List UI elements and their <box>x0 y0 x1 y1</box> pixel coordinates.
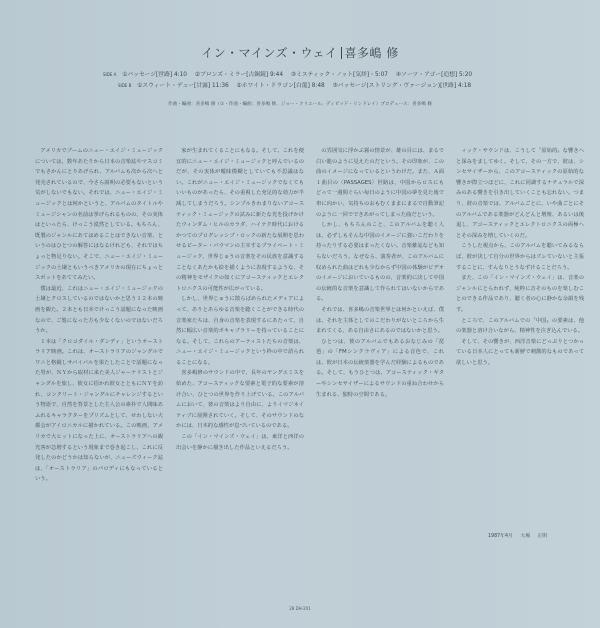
paragraph: そして、その響きが、西洋音楽にどっぷりとつかっている日本人にとっても新鮮で刺激的なものであって欲しいと思う。 <box>456 338 584 366</box>
paragraph: 僕は最近、これはニュー・エイジ・ミュージックの土壌とクロスしているのではないかと思う１２本の映画を観た。２本とも日本でけっこう話題になった映画なので、ご覧になった方も少なくないのではないだろうか。 <box>35 285 163 335</box>
catalog-number: 28 DH-201 <box>289 606 311 611</box>
credits-line: 作曲・編曲：喜多嶋 修（①・作曲・編曲：喜多嶋 修、ジョー・クリエール、ディビッド・リンドレイ）プロデュース：喜多嶋 修 <box>168 102 432 107</box>
paragraph: アメリカでブームのニュー・エイジ・ミュージックについては、数年あたりから日本の音楽誌やマスコミでもさかんにとりあげられ、アルバムも次から次へと発売されているので、今さら説明の必要もないという気がしないでもない。それでは、ニュー・エイジ・ミュージックとは何かというと、アルバムのタイトルやミュージシャンの名前は挙げられるものの、その実体はといったら、けっこう漠然としている。もちろん、既製のジャンルにあてはめることはできない音楽、というのはひとつの解答にはなるけれども、それではちょっと物足りない。そこで、ニュー・エイジ・ミュージックの土壌ともいうべきアメリカの現在にちょっとスポットをあててみたい。 <box>35 148 163 282</box>
paragraph: また、この「イン・マインズ・ウェイ」は、音楽のジャンルにとらわれず、純粋に音そのものを楽しむことのできる作品であり、聴く者の心に静かな余韻を残す。 <box>456 275 584 313</box>
date: 1987年4月 <box>488 534 513 539</box>
paragraph: しかし、世界じゅうに散らばめられたメディアによって、ありとあらゆる音楽を聴くことができる時代の音楽家たちは、自身の音楽を表現するにあたって、自然に幅広い音楽的ボキャブラリーを持っていることになる。そして、これらのアーティストたちの音楽は、ニュー・エイジ・ミュージックという枠の中で語られることになる。 <box>176 296 304 366</box>
paragraph: しかし、もちろんのこと、このアルバムを聴く人は、必ずしもそんな中国のイメージに強いこだわりを持ったりする必要はまったくない。音楽雑誌なども知らないだろう。なぜなら、演奏者が、このアルバムに収められた曲はどれも少なからず中国の体験がビデオのイメージにおいているものの、音楽的に決して中国の伝統的な音楽を意識して作られてはいないからである。 <box>316 222 444 303</box>
track-b1: ①スウィート・デュー[甘露] 11:36 <box>137 83 229 89</box>
author: 大場 正明 <box>520 534 548 539</box>
side-a-tracklist <box>103 69 478 78</box>
paragraph: の雰囲気に浮かぶ霧の情景が、雄の目には、まるで白い龍のように見えたのだという。その印象が、この曲のイメージになっているというわけだ。また、Ａ面１曲目の〈PASSAGES〉世路は、中国からロスにもどって一週間ぐらい毎日のように中国の夢を見た後で車に向かい、気持ちのおもむくままにまるで自動筆記のように一回でできあがってしまった曲だという。 <box>316 148 444 218</box>
liner-notes-column-3 <box>316 146 444 586</box>
album-title: イン・マインズ・ウェイ <box>201 46 338 60</box>
side-b-tracklist <box>118 80 477 89</box>
title-divider <box>341 47 342 59</box>
paragraph: ィック・サウンドは、こうして〝原始的〟な響きへと深みをましてゆく。そして、その一方で、彼は、シンセサイザーから、このアコースティックの原始的な響きが際立つほどに、これに同調するナチュラルで深みのある響きを引き出していくことも忘れない。つまり、彼の音楽では、アルバムごとに、いや曲ごとにそのアルバムである楽器がどんどんと増殖、あるいは後退し、アコースティックとエレクトロニクスの両極へとその深みを増していくのだ。 <box>456 148 584 239</box>
artist-name: 喜多嶋 修 <box>344 46 399 60</box>
track-b2: ②ホワイト・ドラゴン[白龍] 8:48 <box>236 83 325 89</box>
paragraph: こうした視点から、このアルバムを聴いてみるならば、彼が決して自分の世界からはズレていないと主張することに、すんなりとうなずけることだろう。 <box>456 243 584 271</box>
album-title-heading <box>0 44 600 61</box>
liner-notes-column-1 <box>35 146 163 586</box>
paragraph: 喜多嶋修のサウンドの中で、長年のヤングエミスを始めた、アコースティックな要素と電子的な要素が溶け合い、ひとつの世界を作り上げている。このアルバムにおいて、彼の音楽はより自由に、よりイマジネイティブに展開されていく。そして、そのサウンドのなかには、日本的な感性が息づいているのである。 <box>176 370 304 430</box>
track-a3: ③ミスティック・ノット[気絆]・5:07 <box>290 72 388 78</box>
track-a2: ②ブロンズ・ミラー[古銅鏡] 9:44 <box>194 72 284 78</box>
side-b-label: SIDE B <box>118 83 132 88</box>
paragraph: この「イン・マインズ・ウェイ」は、東洋と西洋の出会いを静かに描き出した作品といえるだろう。 <box>176 434 304 451</box>
track-a1: ①パッセージ[世路] 4:10 <box>122 72 187 78</box>
paragraph: ひとつは、彼のアルバムでもあるおなじみの「琵琶」の「FMシンクラヴィア」による音色で、これは、彼が日本の伝統楽器を学んだ経験によるものである。そして、もうひとつは、アコースティック・ギターやシンセサイザーによるサウンドの重ね合わせから生まれる、独特の空間である。 <box>316 338 444 398</box>
paragraph: それでは、喜多嶋の音楽世界とは何かといえば、僕は、それを主体としてのこだわりがないところから生まれてくる、ある自由さにあるのではないかと思う。 <box>316 306 444 335</box>
track-a4: ④ソーツ・アゴー[追想] 5:20 <box>395 72 473 78</box>
liner-notes-column-2 <box>176 146 304 586</box>
paragraph: ところで、このアルバムでの〝中国〟の要素は、他の楽器と溶け合いながら、精神性を注ぎ込んでいる。 <box>456 317 584 335</box>
paragraph: １本は「クロコダイル・ダンディ」というオーストラリア映画。これは、オーストラリアのジャングルでワニと格闘しサバイバルを果たしたことで話題になった男が、ＮＹから取材に来た美人ジャーナリストとジャングルを旅し、彼女に招かれ彼女とともにＮＹを訪れ、コンクリート・ジャングルにチャレンジするという物語で、自然を背景とした主人公の素朴で人間味あふれるキャラクターをプリズムとして、せわしない大都会がアイロニカルに描かれている。この映画、アメリカで大ヒットになった上に、オーストラリアへの観光客が急増するという現象まで巻き起こし、これに反発したのかどうかは知らないが、ニューズウィーク誌は、「オーストラリア」のパロディにもなっているという。 <box>35 338 163 483</box>
signature-line <box>488 532 547 539</box>
side-a-label: SIDE A <box>103 72 117 77</box>
paragraph: 家が生まれてくることにもなる。そして、これを便宜的にニュー・エイジ・ミュージックと呼んでいるのだが、その実体が曖昧模糊としていても不思議はない。これがニュー・エイジ・ミュージックでなくてもいいものがあったら、その重視した充足的な効力が半減してしまうだろう。シンプルきわまりないアコースティック・ミュージックの試みに新たな光を投げかけたウィンダム・ヒルのカラダ、ハイテク時代におけるかつてのプログレッシブ・ロックの新たな展開を思わせるピーター・バウマンの主宰するプライベート・ミュージック、世界じゅうの音楽をその民族を意識することなくあたかも絵を描くように表現するような、その精神をモザイクの如くにアコースティックとエレクトロニクスの可能性が広がっている。 <box>176 148 304 292</box>
track-b3: ③パッセージ(ストリング・ヴァージョン)[世路] 4:18 <box>332 83 472 89</box>
liner-notes-column-4 <box>456 146 584 526</box>
